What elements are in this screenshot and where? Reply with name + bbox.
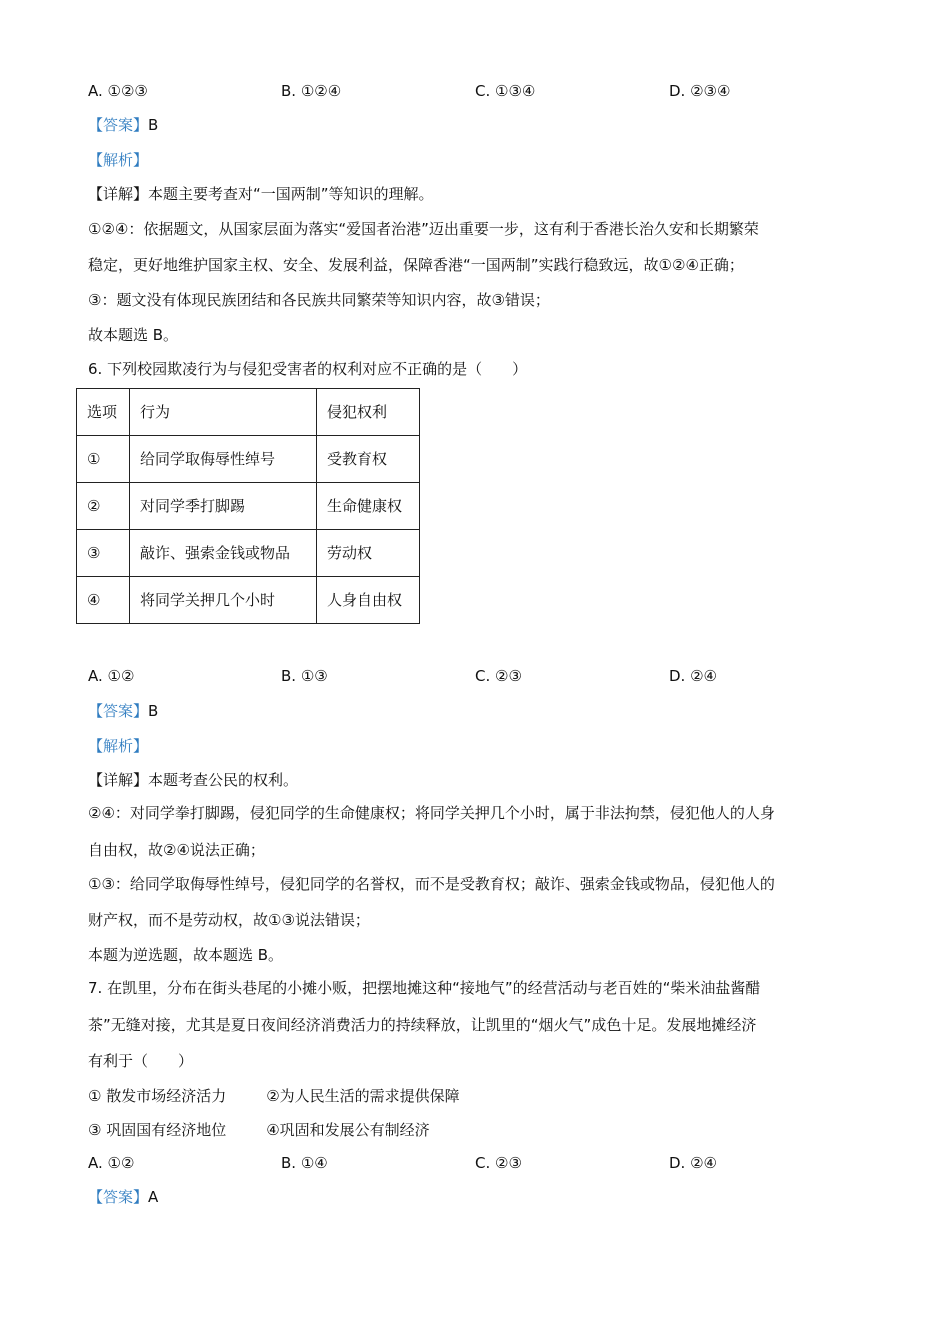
q7-statements-row-1 (88, 1086, 460, 1106)
q7-question-line-2: 茶”无缝对接，尤其是夏日夜间经济消费活力的持续释放，让凯里的“烟火气”成色十足。发展地摊经济 (88, 1016, 757, 1034)
table-cell: ④ (77, 577, 130, 624)
q6-explanation-1b: 自由权，故②④说法正确； (88, 841, 265, 859)
table-row (77, 577, 420, 624)
q7-option-c: C. ②③ (475, 1154, 522, 1172)
answer-value: A (148, 1188, 159, 1206)
answer-value: B (148, 116, 159, 134)
q7-question-line-1: 7. 在凯里，分布在街头巷尾的小摊小贩，把摆地摊这种“接地气”的经营活动与老百姓的“柴米油盐酱醋 (88, 979, 761, 997)
table-cell: 受教育权 (317, 436, 420, 483)
q6-options (88, 666, 868, 686)
table-header-cell: 行为 (130, 389, 317, 436)
q6-detail: 【详解】本题考查公民的权利。 (88, 771, 299, 789)
q6-option-c: C. ②③ (475, 667, 522, 685)
q6-conclusion: 本题为逆选题，故本题选 B。 (88, 946, 284, 964)
q6-explanation-2b: 财产权，而不是劳动权，故①③说法错误； (88, 911, 370, 929)
table-row (77, 530, 420, 577)
table-cell: ② (77, 483, 130, 530)
q7-option-d: D. ②④ (669, 1154, 717, 1172)
q6-option-b: B. ①③ (281, 667, 328, 685)
q7-statement-2: ②为人民生活的需求提供保障 (266, 1087, 460, 1105)
table-cell: 对同学季打脚踢 (130, 483, 317, 530)
q6-explanation-2a: ①③：给同学取侮辱性绰号，侵犯同学的名誉权，而不是受教育权；敲诈、强索金钱或物品，侵犯他人的 (88, 875, 775, 893)
q7-options (88, 1153, 868, 1173)
table-cell: 生命健康权 (317, 483, 420, 530)
q5-analysis-tag: 【解析】 (88, 151, 149, 169)
q5-explanation-1b: 稳定，更好地维护国家主权、安全、发展利益，保障香港“一国两制”实践行稳致远，故①②④正确； (88, 256, 744, 274)
q5-detail: 【详解】本题主要考查对“一国两制”等知识的理解。 (88, 185, 434, 203)
q6-question: 6. 下列校园欺凌行为与侵犯受害者的权利对应不正确的是（ ） (88, 360, 528, 378)
table-cell: 给同学取侮辱性绰号 (130, 436, 317, 483)
q6-option-a: A. ①② (88, 667, 135, 685)
q6-analysis-tag: 【解析】 (88, 737, 149, 755)
table-header-cell: 侵犯权利 (317, 389, 420, 436)
q5-option-c: C. ①③④ (475, 82, 536, 100)
q6-option-d: D. ②④ (669, 667, 717, 685)
q7-statement-4: ④巩固和发展公有制经济 (266, 1121, 430, 1139)
table-header-cell: 选项 (77, 389, 130, 436)
q5-option-a: A. ①②③ (88, 82, 148, 100)
answer-tag: 【答案】 (88, 702, 149, 720)
table-cell: 人身自由权 (317, 577, 420, 624)
q6-table (76, 388, 420, 624)
q5-option-b: B. ①②④ (281, 82, 342, 100)
table-cell: ① (77, 436, 130, 483)
q5-conclusion: 故本题选 B。 (88, 326, 179, 344)
q7-option-a: A. ①② (88, 1154, 135, 1172)
q5-option-d: D. ②③④ (669, 82, 731, 100)
q7-question-line-3: 有利于（ ） (88, 1052, 194, 1070)
q7-statement-3: ③ 巩固国有经济地位 (88, 1121, 227, 1139)
q7-statement-1: ① 散发市场经济活力 (88, 1087, 227, 1105)
q7-statements-row-2 (88, 1120, 430, 1140)
q5-answer (88, 115, 158, 135)
q6-explanation-1a: ②④：对同学拳打脚踢，侵犯同学的生命健康权；将同学关押几个小时，属于非法拘禁，侵犯他人的人身 (88, 804, 775, 822)
table-cell: 将同学关押几个小时 (130, 577, 317, 624)
q7-option-b: B. ①④ (281, 1154, 328, 1172)
q6-answer (88, 701, 158, 721)
table-row (77, 436, 420, 483)
table-cell: 劳动权 (317, 530, 420, 577)
table-row (77, 483, 420, 530)
q5-explanation-1a: ①②④：依据题文，从国家层面为落实“爱国者治港”迈出重要一步，这有利于香港长治久安和长期繁荣 (88, 220, 759, 238)
q7-answer (88, 1187, 158, 1207)
table-header-row (77, 389, 420, 436)
table-cell: ③ (77, 530, 130, 577)
q5-options (88, 81, 868, 101)
answer-value: B (148, 702, 159, 720)
q5-explanation-2: ③：题文没有体现民族团结和各民族共同繁荣等知识内容，故③错误； (88, 291, 550, 309)
table-cell: 敲诈、强索金钱或物品 (130, 530, 317, 577)
answer-tag: 【答案】 (88, 116, 149, 134)
answer-tag: 【答案】 (88, 1188, 149, 1206)
